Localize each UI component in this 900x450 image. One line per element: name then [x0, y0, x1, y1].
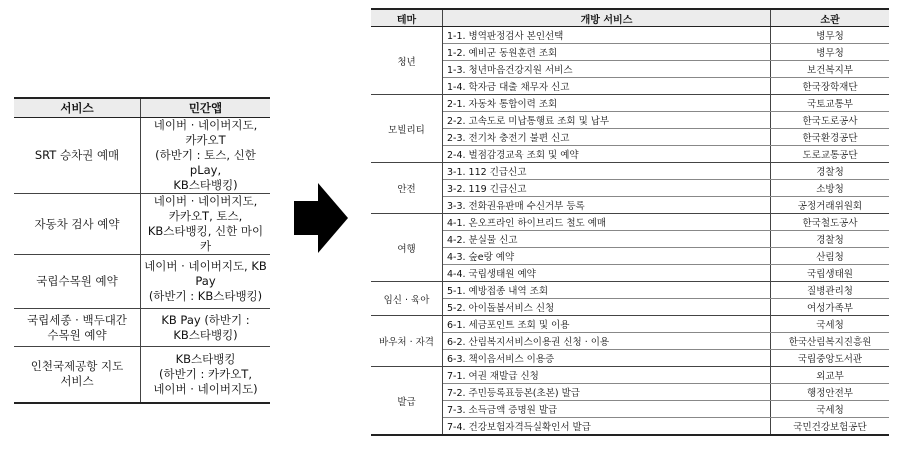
table-row [14, 255, 270, 309]
table-row [371, 282, 889, 299]
app-line: 네이버 · 네이버지도) [153, 381, 258, 396]
app-line: KB스타뱅킹) [173, 327, 238, 342]
table-row [371, 384, 889, 401]
left-header-app: 민간앱 [141, 98, 271, 118]
agency-cell: 산림청 [771, 248, 890, 265]
table-row [371, 316, 889, 333]
app-list-cell [141, 118, 271, 194]
right-header-service: 개방 서비스 [443, 9, 771, 27]
app-list-cell [141, 194, 271, 255]
app-line: 카카오T, 토스, [168, 209, 243, 223]
agency-cell: 한국철도공사 [771, 214, 890, 231]
table-row [371, 231, 889, 248]
service-name-line: 국립세종 · 백두대간 [27, 312, 127, 327]
table-row [371, 214, 889, 231]
open-service-cell: 1-1. 병역판정검사 본인선택 [443, 27, 771, 44]
agency-cell: 경찰청 [771, 163, 890, 180]
open-service-cell: 4-4. 국립생태원 예약 [443, 265, 771, 282]
service-name-cell [14, 347, 141, 403]
right-header-agency: 소관 [771, 9, 890, 27]
app-line: KB스타뱅킹) [173, 178, 238, 192]
table-row [14, 309, 270, 347]
table-row [371, 129, 889, 146]
table-row [371, 146, 889, 163]
service-name-cell [14, 194, 141, 255]
agency-cell: 한국산림복지진흥원 [771, 333, 890, 350]
app-line: KB스타뱅킹, 신한 마이카 [147, 224, 264, 253]
open-service-cell: 7-2. 주민등록표등본(초본) 발급 [443, 384, 771, 401]
app-line: 네이버 · 네이버지도, KB [144, 259, 267, 273]
open-service-cell: 2-3. 전기차 충전기 불편 신고 [443, 129, 771, 146]
agency-cell: 도로교통공단 [771, 146, 890, 163]
service-name-line: 수목원 예약 [47, 327, 107, 342]
service-name-line: 자동차 검사 예약 [34, 216, 120, 231]
table-row [14, 347, 270, 403]
service-name-line: 서비스 [60, 374, 94, 389]
theme-cell: 안전 [371, 163, 443, 214]
theme-cell: 청년 [371, 27, 443, 95]
service-name-cell [14, 118, 141, 194]
open-service-cell: 7-4. 건강보험자격득실확인서 발급 [443, 418, 771, 436]
open-service-cell: 4-3. 숲e랑 예약 [443, 248, 771, 265]
left-service-table [14, 97, 270, 404]
open-service-cell: 1-2. 예비군 동원훈련 조회 [443, 44, 771, 61]
open-service-cell: 3-1. 112 긴급신고 [443, 163, 771, 180]
app-line: 카카오T [185, 133, 226, 147]
table-row [14, 194, 270, 255]
agency-cell: 국세청 [771, 401, 890, 418]
open-service-cell: 1-4. 학자금 대출 채무자 신고 [443, 78, 771, 95]
service-name-line: 국립수목원 예약 [36, 274, 118, 288]
app-line: (하반기 : 카카오T, [158, 366, 252, 381]
agency-cell: 공정거래위원회 [771, 197, 890, 214]
table-row [371, 333, 889, 350]
app-line: (하반기 : 토스, 신한pLay, [155, 148, 256, 177]
service-name-cell [14, 255, 141, 309]
agency-cell: 소방청 [771, 180, 890, 197]
table-row [371, 299, 889, 316]
agency-cell: 외교부 [771, 367, 890, 384]
open-service-cell: 2-1. 자동차 통합이력 조회 [443, 95, 771, 112]
open-service-cell: 3-3. 전화권유판매 수신거부 등록 [443, 197, 771, 214]
right-arrow-icon [294, 183, 348, 253]
agency-cell: 한국도로공사 [771, 112, 890, 129]
open-service-cell: 3-2. 119 긴급신고 [443, 180, 771, 197]
agency-cell: 국토교통부 [771, 95, 890, 112]
right-header-theme: 테마 [371, 9, 443, 27]
open-service-cell: 7-1. 여권 재발급 신청 [443, 367, 771, 384]
open-service-cell: 6-1. 세금포인트 조회 및 이용 [443, 316, 771, 333]
service-name-line: SRT 승차권 예매 [34, 148, 120, 162]
agency-cell: 국립생태원 [771, 265, 890, 282]
open-service-cell: 5-2. 아이돌봄서비스 신청 [443, 299, 771, 316]
table-row [371, 401, 889, 418]
app-line: Pay [195, 274, 216, 288]
open-service-cell: 2-4. 벌점감경교육 조회 및 예약 [443, 146, 771, 163]
table-row [371, 265, 889, 282]
open-service-cell: 5-1. 예방접종 내역 조회 [443, 282, 771, 299]
open-service-cell: 4-2. 분실물 신고 [443, 231, 771, 248]
agency-cell: 국세청 [771, 316, 890, 333]
open-service-cell: 6-2. 산림복지서비스이용권 신청 · 이용 [443, 333, 771, 350]
app-line: 네이버 · 네이버지도, [153, 118, 258, 132]
agency-cell: 병무청 [771, 44, 890, 61]
table-row [371, 367, 889, 384]
open-service-cell: 7-3. 소득금액 증명원 발급 [443, 401, 771, 418]
agency-cell: 한국환경공단 [771, 129, 890, 146]
service-name-line: 인천국제공항 지도 [30, 359, 124, 374]
theme-cell: 임신 · 육아 [371, 282, 443, 316]
table-row [371, 27, 889, 44]
agency-cell: 보건복지부 [771, 61, 890, 78]
table-row [371, 44, 889, 61]
app-list-cell [141, 255, 271, 309]
open-service-cell: 4-1. 온오프라인 하이브리드 철도 예매 [443, 214, 771, 231]
open-service-cell: 2-2. 고속도로 미납통행료 조회 및 납부 [443, 112, 771, 129]
agency-cell: 국민건강보험공단 [771, 418, 890, 436]
open-service-cell: 6-3. 책이음서비스 이용증 [443, 350, 771, 367]
left-header-service: 서비스 [14, 98, 141, 118]
open-service-cell: 1-3. 청년마음건강지원 서비스 [443, 61, 771, 78]
table-row [371, 350, 889, 367]
table-row [371, 180, 889, 197]
agency-cell: 국립중앙도서관 [771, 350, 890, 367]
theme-cell: 여행 [371, 214, 443, 282]
app-line: 네이버 · 네이버지도, [153, 194, 258, 208]
service-name-cell [14, 309, 141, 347]
table-row [371, 112, 889, 129]
table-row [371, 418, 889, 436]
agency-cell: 여성가족부 [771, 299, 890, 316]
agency-cell: 경찰청 [771, 231, 890, 248]
app-list-cell [141, 309, 271, 347]
table-row [371, 248, 889, 265]
app-list-cell [141, 347, 271, 403]
agency-cell: 병무청 [771, 27, 890, 44]
theme-cell: 바우처 · 자격 [371, 316, 443, 367]
table-row [371, 95, 889, 112]
agency-cell: 질병관리청 [771, 282, 890, 299]
agency-cell: 행정안전부 [771, 384, 890, 401]
table-row [371, 163, 889, 180]
right-service-table [371, 8, 889, 436]
table-row [14, 118, 270, 194]
theme-cell: 모빌리티 [371, 95, 443, 163]
app-line: KB스타뱅킹 [175, 351, 236, 366]
app-line: (하반기 : KB스타뱅킹) [148, 289, 263, 303]
theme-cell: 발급 [371, 367, 443, 436]
table-row [371, 78, 889, 95]
table-row [371, 197, 889, 214]
table-row [371, 61, 889, 78]
app-line: KB Pay (하반기 : [161, 312, 250, 327]
agency-cell: 한국장학재단 [771, 78, 890, 95]
